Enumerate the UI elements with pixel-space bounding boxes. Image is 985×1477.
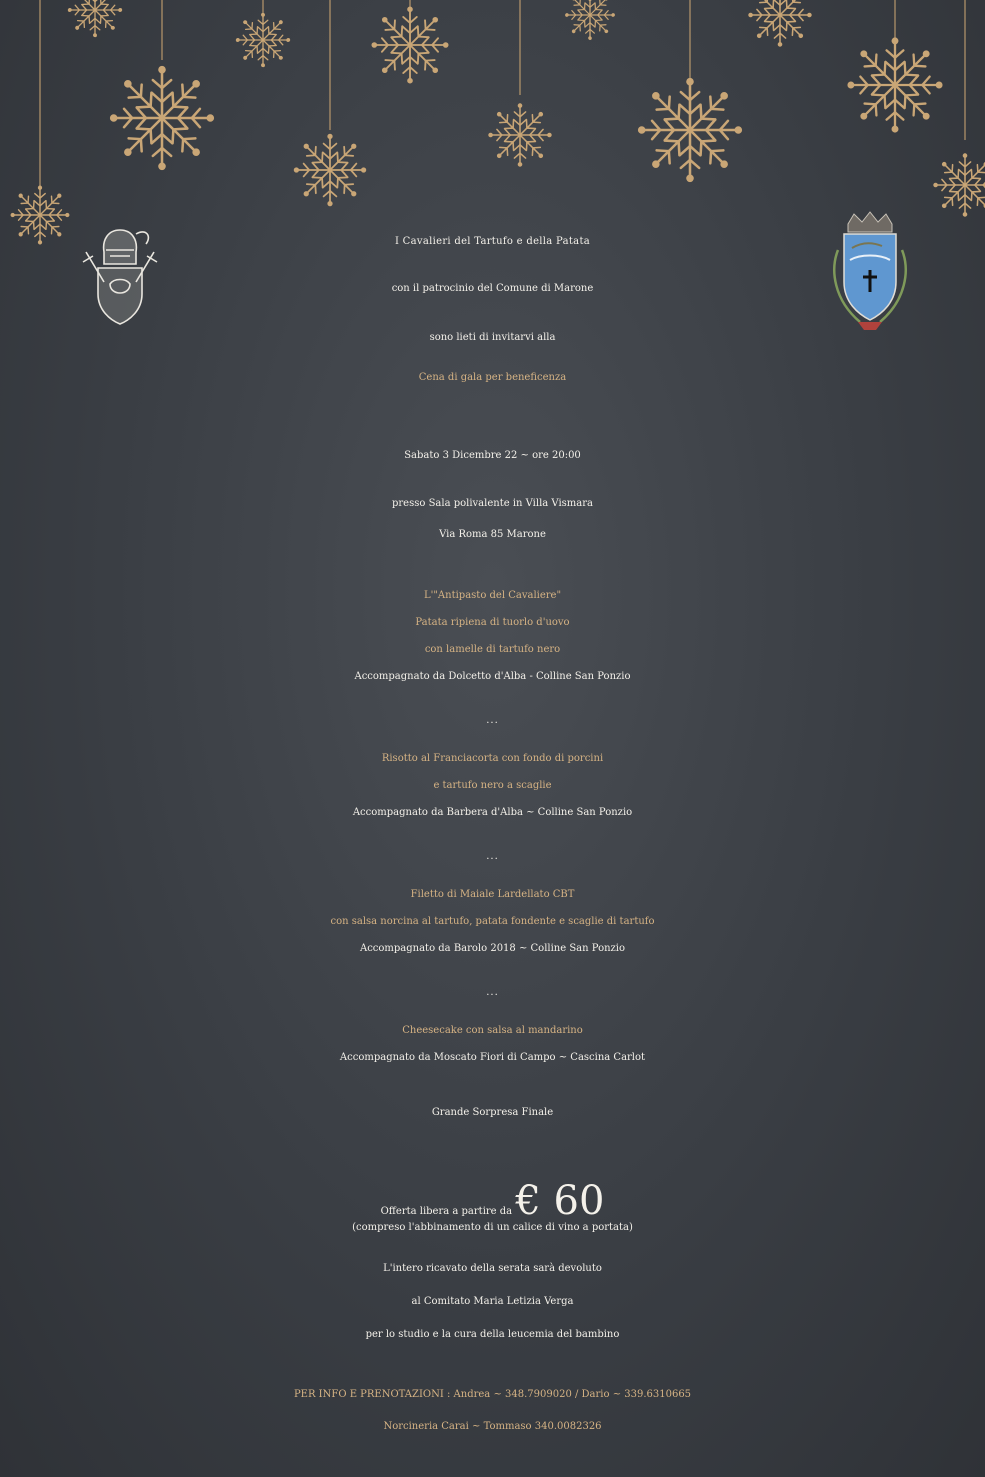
venue-line-1: presso Sala polivalente in Villa Vismara <box>392 498 593 509</box>
snowflake-icon <box>849 39 942 132</box>
course3-line1: Filetto di Maiale Lardellato CBT <box>410 889 575 900</box>
invite-text: sono lieti di invitarvi alla <box>429 332 556 343</box>
course1-line3: con lamelle di tartufo nero <box>424 644 561 655</box>
course1-line1: L'"Antipasto del Cavaliere" <box>423 590 562 601</box>
snowflake-icon <box>295 135 366 206</box>
snowflake-icon <box>372 7 447 82</box>
charity-line-1: L'intero ricavato della serata sarà devoluto <box>383 1263 602 1274</box>
snowflake-icon <box>236 13 289 66</box>
course4-wine: Accompagnato da Moscato Fiori di Campo ~ Cascina Carlot <box>339 1052 646 1063</box>
course1-line2: Patata ripiena di tuorlo d'uovo <box>415 617 570 628</box>
menu-separator: ... <box>486 715 499 726</box>
event-name: Cena di gala per beneficenza <box>418 372 567 383</box>
organizer-title: I Cavalieri del Tartufo e della Patata <box>394 236 591 247</box>
snowflake-icon <box>68 0 121 37</box>
snowflake-icon <box>749 0 811 46</box>
event-date: Sabato 3 Dicembre 22 ~ ore 20:00 <box>404 450 581 461</box>
charity-line-3: per lo studio e la cura della leucemia del bambino <box>365 1329 620 1340</box>
offer-text: Offerta libera a partire da <box>380 1206 513 1217</box>
charity-line-2: al Comitato Maria Letizia Verga <box>411 1296 574 1307</box>
patronage-subtitle: con il patrocinio del Comune di Marone <box>391 283 594 294</box>
municipal-coat-of-arms-icon <box>820 210 920 335</box>
snowflake-icon <box>639 79 741 181</box>
offer-note: (compreso l'abbinamento di un calice di vino a portata) <box>352 1222 633 1233</box>
contact-line-2: Norcineria Carai ~ Tommaso 340.0082326 <box>383 1421 602 1432</box>
offer-line <box>0 1178 985 1224</box>
course4-line1: Cheesecake con salsa al mandarino <box>402 1025 583 1036</box>
venue-line-2: Via Roma 85 Marone <box>439 529 546 540</box>
menu-separator: ... <box>486 987 499 998</box>
course1-wine: Accompagnato da Dolcetto d'Alba - Colline San Ponzio <box>354 671 631 682</box>
course2-line2: e tartufo nero a scaglie <box>433 780 552 791</box>
course2-wine: Accompagnato da Barbera d'Alba ~ Colline San Ponzio <box>352 807 633 818</box>
course2-line1: Risotto al Franciacorta con fondo di porcini <box>381 753 604 764</box>
menu-separator: ... <box>486 851 499 862</box>
course3-line2: con salsa norcina al tartufo, patata fondente e scaglie di tartufo <box>330 916 655 927</box>
contact-line-1: PER INFO E PRENOTAZIONI : Andrea ~ 348.7909020 / Dario ~ 339.6310665 <box>293 1389 692 1400</box>
course3-wine: Accompagnato da Barolo 2018 ~ Colline San Ponzio <box>359 943 626 954</box>
finale-text: Grande Sorpresa Finale <box>431 1107 554 1118</box>
snowflake-icon <box>489 104 551 166</box>
snowflake-icon <box>934 154 985 216</box>
snowflake-icon <box>111 67 213 169</box>
offer-price: € 60 <box>515 1178 605 1224</box>
snowflake-icon <box>566 0 615 39</box>
